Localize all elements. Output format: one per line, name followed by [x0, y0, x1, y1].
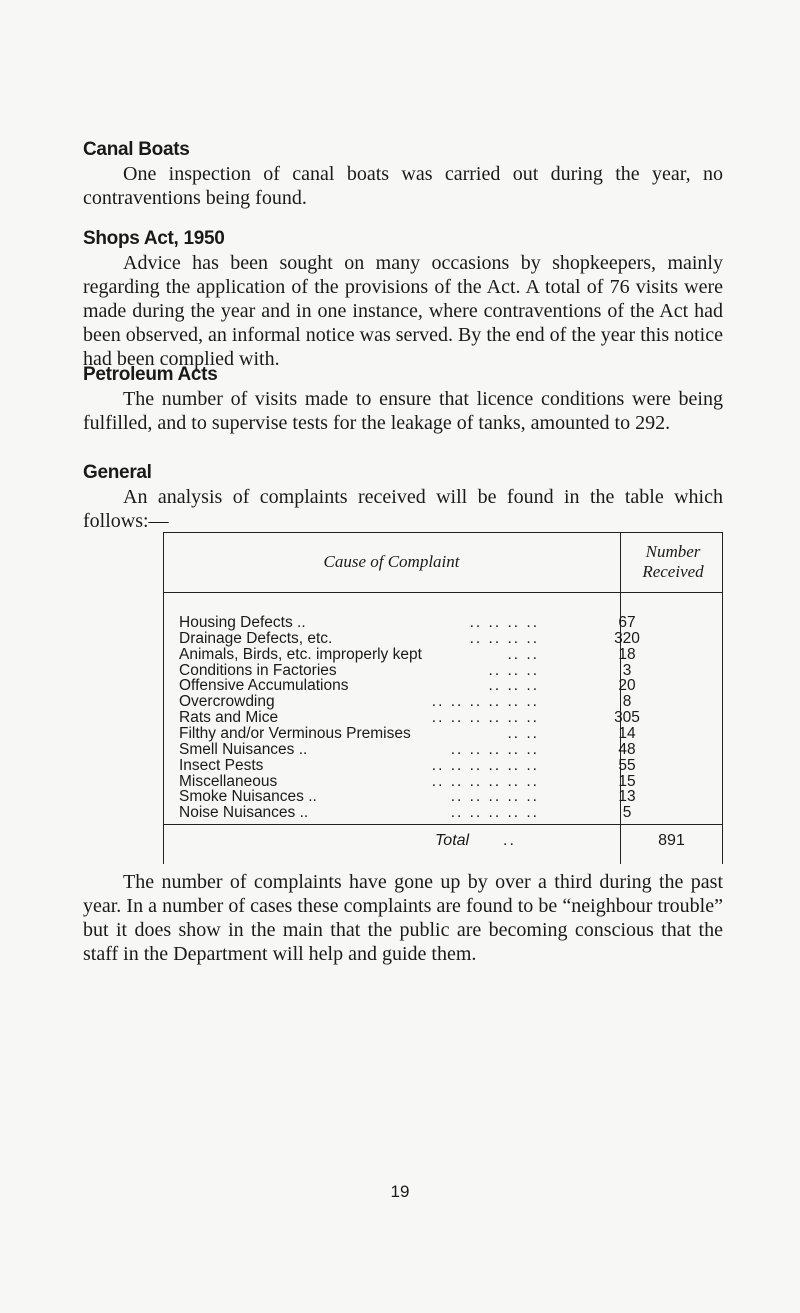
total-label: Total — [435, 832, 470, 849]
row-cause: Housing Defects .. — [179, 614, 306, 631]
complaints-table — [163, 532, 723, 862]
row-leader-dots: .. .. — [507, 645, 539, 663]
section-general — [83, 461, 723, 533]
row-number: 13 — [618, 788, 636, 806]
row-number: 55 — [618, 756, 636, 774]
row-number: 3 — [622, 661, 632, 679]
row-number: 15 — [618, 772, 636, 790]
row-number: 320 — [614, 629, 640, 647]
table-row — [179, 804, 719, 823]
row-cause: Miscellaneous — [179, 772, 278, 790]
row-leader-dots: .. .. .. .. .. .. — [431, 772, 539, 790]
row-number: 67 — [618, 614, 636, 631]
row-number: 48 — [618, 740, 636, 758]
page-number: 19 — [390, 1182, 410, 1201]
row-cause: Conditions in Factories — [179, 661, 337, 679]
row-leader-dots: .. .. .. .. — [469, 629, 539, 647]
heading-shops-act: Shops Act, 1950 — [83, 228, 225, 249]
row-leader-dots: .. .. .. .. .. — [450, 740, 539, 758]
section-canal-boats — [83, 138, 723, 210]
row-cause: Insect Pests — [179, 756, 264, 774]
row-cause: Smoke Nuisances .. — [179, 788, 317, 806]
row-cause: Filthy and/or Verminous Premises — [179, 724, 411, 742]
row-leader-dots: .. .. .. — [488, 661, 539, 679]
total-value: 891 — [658, 832, 685, 849]
section-shops-act — [83, 227, 723, 371]
row-cause: Offensive Accumulations — [179, 677, 349, 695]
column-header-cause: Cause of Complaint — [323, 552, 460, 571]
row-number: 14 — [618, 724, 636, 742]
paragraph-closing: The number of complaints have gone up by over a third during the past year. In a number of cases these complaints are found to be “neighbour trouble” but it does show in the main that the public are becoming conscious that the staff in the Department will help and guide them. — [83, 871, 723, 965]
table-total-rule — [163, 824, 723, 825]
row-number: 5 — [622, 804, 632, 822]
row-number: 18 — [618, 645, 636, 663]
total-dots: .. — [503, 832, 516, 849]
table-header-rule — [163, 592, 723, 593]
heading-petroleum-acts: Petroleum Acts — [83, 364, 218, 385]
row-cause: Noise Nuisances .. — [179, 804, 309, 822]
table-right-rule — [722, 532, 723, 864]
paragraph-canal-boats: One inspection of canal boats was carried out during the year, no contraventions being found. — [83, 163, 723, 209]
heading-canal-boats: Canal Boats — [83, 139, 190, 160]
paragraph-general: An analysis of complaints received will be found in the table which follows:— — [83, 486, 723, 532]
row-number: 20 — [618, 677, 636, 695]
column-header-number: Number Received — [642, 542, 704, 581]
paragraph-shops-act: Advice has been sought on many occasions by shopkeepers, mainly regarding the application of the provisions of the Act. A total of 76 visits were made during the year and in one instance, where contraventions of the Act had been observed, an informal notice was served. By the end of the year this notice had been complied with. — [83, 252, 723, 370]
heading-general: General — [83, 462, 152, 483]
row-cause: Overcrowding — [179, 693, 275, 711]
row-number: 8 — [622, 693, 632, 711]
section-petroleum-acts — [83, 363, 723, 435]
row-leader-dots: .. .. .. .. .. .. — [431, 709, 539, 727]
row-cause: Rats and Mice — [179, 709, 279, 727]
table-top-rule — [163, 532, 723, 533]
row-leader-dots: .. .. .. .. .. .. — [431, 693, 539, 711]
paragraph-petroleum-acts: The number of visits made to ensure that licence conditions were being fulfilled, and to supervise tests for the leakage of tanks, amounted to 292. — [83, 388, 723, 434]
row-cause: Animals, Birds, etc. improperly kept — [179, 645, 422, 663]
row-leader-dots: .. .. .. .. .. — [450, 788, 539, 806]
row-leader-dots: .. .. .. .. — [469, 614, 539, 631]
row-leader-dots: .. .. — [507, 724, 539, 742]
table-left-rule — [163, 532, 164, 864]
row-leader-dots: .. .. .. — [488, 677, 539, 695]
row-leader-dots: .. .. .. .. .. — [450, 804, 539, 822]
row-number: 305 — [614, 709, 640, 727]
row-leader-dots: .. .. .. .. .. .. — [431, 756, 539, 774]
row-cause: Smell Nuisances .. — [179, 740, 308, 758]
row-cause: Drainage Defects, etc. — [179, 629, 333, 647]
